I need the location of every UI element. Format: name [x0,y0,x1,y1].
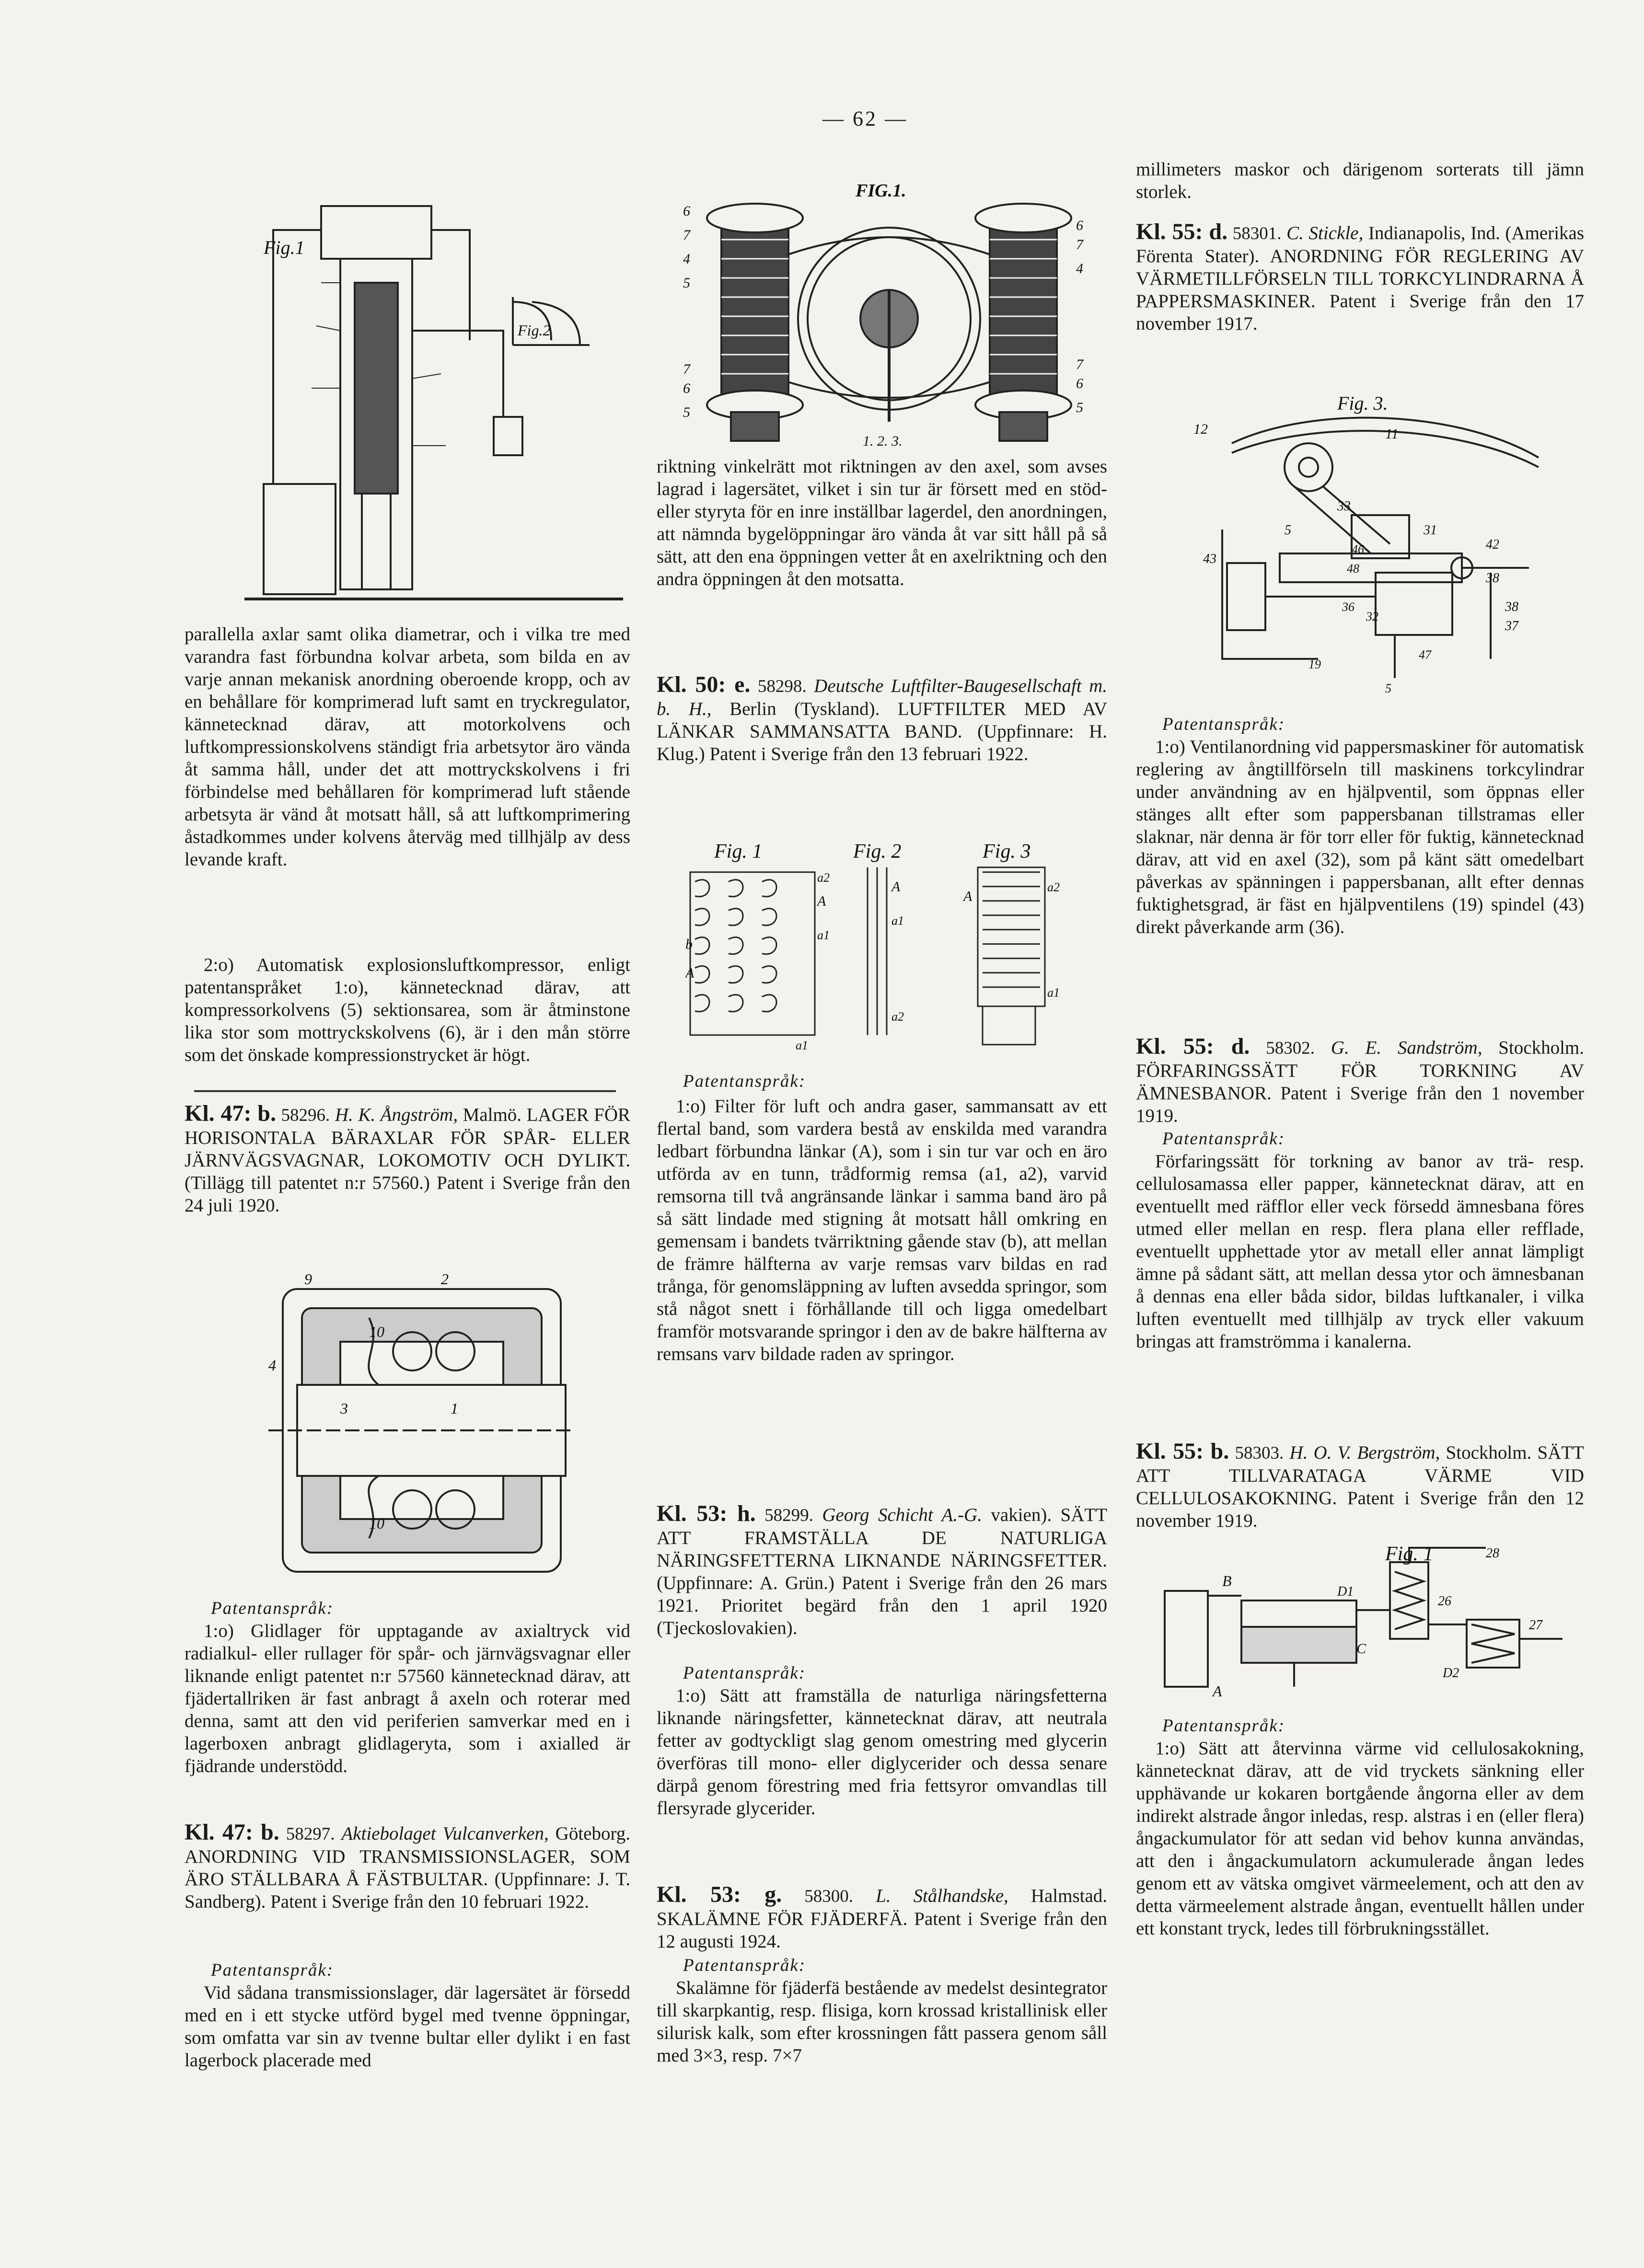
entry-author: Georg Schicht A.-G. [822,1505,982,1525]
entry-text: Göteborg. ANORDNING VID TRANSMISSIONSLAGER, SOM ÄRO STÄLLBARA Å FÄSTBULTAR. (Uppfinnare: J. T. Sandberg). Patent i Sverige från den 10 februari 1922. [185,1823,631,1912]
entry-author: C. Stickle, [1286,223,1364,243]
paragraph: 2:o) Automatisk explosionsluftkompressor, enligt patentanspråket 1:o), kännetecknad därav, att kompressorkolvens (5) sektionsarea, som är åtminstone lika stor som mottryckskolvens (6), är i den mån större som det önskade kompressionstrycket är högt. [185,955,630,1065]
valve-figure [1193,391,1558,697]
entry-author: H. O. V. Bergström, [1289,1442,1440,1463]
entry-number: 58299. [764,1506,813,1525]
paragraph: 1:o) Sätt att återvinna värme vid cellulosakokning, kännetecknat därav, att de vid tryckets sänkning eller upphävande ur kokaren bortgående ångorna eller av dem indirekt alstrade ångor inledas, resp. alstras i en (eller flera) ångackumulator för att sedan vid behov kunna användas, att den i ångackumulatorn ackumulerade ångan ledes genom ett av vätska omgivet värmeelement, och att den av detta värmeelement alstrade ångan, eventuellt hållen under ett konstant tryck, ledes till förbrukningsstället. [1136,1738,1584,1939]
patent-entry [657,673,1107,765]
accumulator-figure [1150,1543,1572,1701]
paragraph: Förfaringssätt för torkning av banor av trä- resp. cellulosamassa eller papper, kännetecknat därav, att en eventuellt med räfflor eller veck försedd ämnesbana föres utmed eller mellan en resp. flera plana eller refflade, eventuellt upphettade ytor av metall eller annat lämpligt ämne på sådant sätt, att mellan dessa ytor och ämnesbanan å dennas ena eller båda sidor, bildas luftkanaler, i vilka luften eventuellt med tillhjälp av tryck eller vakuum bringas att framströmma i kanalerna. [1136,1151,1584,1352]
filter-label: a2 [1047,880,1060,894]
bearing-label: 4 [268,1357,276,1374]
paragraph: Vid sådana transmissionslager, där lagersätet är försedd med en i ett stycke utförd bygel med tvenne öppningar, som omfatta var sin av tvenne bultar eller dylikt i en fast lagerbock placerade med [185,1982,630,2071]
entry-author: Deutsche Luftfilter-Baugesellschaft m. b. H., [657,676,1107,719]
filter-label: a1 [891,914,904,928]
entry-text: vakien). SÄTT ATT FRAMSTÄLLA DE NATURLIGA NÄRINGSFETTERNA LIKNANDE NÄRINGSFETTER. (Uppfinnare: A. Grün.) Patent i Sverige från den 26 mars 1921. Prioritet begärd från den 1 april 1920 (Tjeckoslovakien). [657,1505,1108,1638]
paragraph: millimeters maskor och därigenom sorterats till jämn storlek. [1136,159,1584,202]
filter-label: b [685,936,693,952]
fig3-label: 38 [1505,599,1518,614]
coil-label: 6 [1076,218,1083,233]
fig3-label: 38 [1486,571,1499,586]
filter-label: a1 [796,1038,808,1052]
fig3-label: 5 [1285,523,1291,538]
coil-label: 7 [1076,237,1083,253]
patent-entry [1136,220,1584,335]
coil-label: 5 [683,404,690,420]
entry-number: 58303. [1235,1443,1284,1463]
paragraph: Skalämne för fjäderfä bestående av medelst desintegrator till skarpkantig, resp. flisiga, korn krossad kristallinisk eller silurisk kalk, som efter krossningen fått passera genom såll med 3×3, resp. 7×7 [657,1978,1107,2066]
fig3-label: 37 [1505,619,1518,633]
fig3-label: 11 [1385,426,1399,442]
fig3-label: 12 [1193,421,1208,437]
claims-heading: Patentanspråk: [683,1663,806,1683]
patent-entry [1136,1035,1584,1127]
claims-heading: Patentanspråk: [683,1071,806,1091]
entry-number: 58302. [1266,1038,1315,1058]
patent-entry [657,1883,1107,1953]
entry-author: Aktiebolaget Vulcanverken, [341,1823,549,1844]
coil-label: 4 [683,251,690,267]
fig3-label: 42 [1486,537,1499,552]
filter-label: a2 [817,871,830,885]
paragraph: riktning vinkelrätt mot riktningen av den axel, som avses lagrad i lagersätet, vilket i sin tur är försett med en stöd- eller styryta för en inre inställbar lagerdel, den anordningen, att nämnda bygelöppningar äro vända åt var sitt håll på så sätt, att den ena öppningen vetter åt en axelriktning och den andra öppningen åt den motsatta. [657,456,1107,589]
paragraph: 1:o) Filter för luft och andra gaser, sammansatt av ett flertal band, som vardera bestå av enskilda med varandra ledbart förbundna länkar (A), som i sin tur var och en äro utförda av en tunn, trådformig remsa (a1, a2), varvid remsorna till två angränsande länkar i samma band äro på så sätt lindade med stigning åt motsatt håll omkring en gemensam i bandets tvärriktning gående stav (b), att mellan de främre hälfterna av varje remsas varv bildas en rad trånga, för genomsläppning av luften avsedda springor, som stå något snett i förhållande till och ligga omedelbart framför motsvarande springor i den av de bakre hälfterna av remsans varv bildade raden av springor. [657,1096,1107,1364]
entry-text: Stockholm. SÄTT ATT TILLVARATAGA VÄRME VID CELLULOSAKOKNING. Patent i Sverige från den 12 november 1919. [1136,1442,1585,1531]
fig3-label: 48 [1347,562,1359,576]
entry-class: Kl. 50: e. [657,672,751,697]
filter-label: A [891,879,901,895]
fig3-label: 43 [1203,552,1216,566]
coil-label: 7 [1076,357,1083,372]
entry-number: 58297. [286,1824,335,1844]
coil-label: 7 [683,227,690,243]
figure-title: FIG.1. [856,182,906,201]
entry-class: Kl. 47: b. [185,1819,279,1845]
accumulator-label: D1 [1337,1584,1354,1599]
coil-label: 6 [683,203,690,219]
filter-figures [685,839,1078,1054]
entry-text: Indianapolis, Ind. (Amerikas Förenta Stater). ANORDNING FÖR REGLERING AV VÄRMETILLFÖRSELN TILL TORKCYLINDRARNA Å PAPPERSMASKINER. Patent i Sverige från den 17 november 1917. [1136,223,1585,334]
entry-class: Kl. 53: g. [657,1882,782,1907]
entry-text: Halmstad. SKALÄMNE FÖR FJÄDERFÄ. Patent i Sverige från den 12 augusti 1924. [657,1886,1108,1952]
coil-label: 1. 2. 3. [863,433,903,449]
filter-label: a2 [891,1010,904,1024]
accumulator-label: C [1356,1641,1366,1657]
claims-heading: Patentanspråk: [683,1956,806,1975]
accumulator-label: 26 [1438,1594,1451,1609]
filter-fig-title: Fig. 3 [983,840,1031,863]
accumulator-label: D2 [1443,1666,1459,1681]
fig3-label: 19 [1308,657,1321,671]
patent-entry [657,1502,1107,1639]
bearing-label: 3 [340,1400,348,1417]
claims-heading: Patentanspråk: [1162,1129,1285,1149]
entry-number: 58301. [1232,224,1282,243]
coil-figure [683,182,1095,450]
fig3-label: 31 [1424,523,1437,538]
fig3-label: 32 [1366,610,1378,623]
bearing-label: 10 [369,1323,384,1340]
accumulator-label: 27 [1529,1618,1542,1633]
entry-class: Kl. 55: d. [1136,219,1228,244]
fig-label-1: Fig.1 [264,237,305,258]
paragraph: parallella axlar samt olika diametrar, och i vilka tre med varandra fast förbundna kolvar arbeta, som bilda en av varje annan mekanisk anordning oberoende kropp, och av en behållare för komprimerad luft samt en tryckregulator, kännetecknad därav, att motorkolvens och luftkompressionskolvens ständigt fria arbetsytor äro vända åt samma håll, under det att mottryckskolvens i fri förbindelse med behållaren för komprimerad luft stående arbetsyta är vänd åt motsatt håll, så att luftkomprimering åstadkommes under kolvens återväg med tillhjälp av dess levande kraft. [185,624,630,870]
fig3-label: 33 [1337,499,1351,514]
accumulator-label: A [1213,1682,1222,1700]
coil-label: 6 [1076,376,1083,391]
entry-number: 58298. [757,677,807,696]
page-number: — 62 — [822,107,908,130]
coil-label: 5 [1076,400,1083,415]
coil-label: 7 [683,361,690,377]
bearing-label: 9 [304,1270,312,1288]
claims-heading: Patentanspråk: [1162,1716,1285,1736]
bearing-label: 10 [369,1515,384,1532]
claims-heading: Patentanspråk: [1162,714,1285,734]
claims-heading: Patentanspråk: [211,1960,334,1980]
entry-class: Kl. 55: d. [1136,1034,1250,1059]
bearing-figure [268,1270,575,1591]
accumulator-fig-title: Fig. 1 [1385,1543,1434,1565]
fig3-label: 36 [1342,600,1355,614]
coil-label: 5 [683,275,690,291]
patent-entry [185,1821,630,1913]
fig3-label: 5 [1385,681,1391,695]
bearing-label: 2 [441,1270,449,1288]
fig3-title: Fig. 3. [1337,392,1388,414]
entry-number: 58300. [804,1887,854,1906]
patent-entry [1136,1440,1584,1532]
entry-text: Berlin (Tyskland). LUFTFILTER MED AV LÄNKAR SAMMANSATTA BAND. (Uppfinnare: H. Klug.) Patent i Sverige från den 13 februari 1922. [657,699,1107,764]
patent-entry [185,1102,630,1217]
entry-class: Kl. 47: b. [185,1101,276,1126]
filter-fig-title: Fig. 2 [853,840,902,863]
coil-label: 4 [1076,261,1083,276]
paragraph: 1:o) Ventilanordning vid pappersmaskiner för automatisk reglering av ångtillförseln till maskinens torkcylindrar under användning av en hjälpventil, som öppnas eller stänges allt efter som pappersbanan tillstramas eller slaknar, när denna är för torr eller för fuktig, kännetecknad därav, att vid en axel (32), som på känt sätt omedelbart påverkas av spänningen i pappersbanan, allt efter dennas fuktighetsgrad, är fäst en hjälpventilens (19) spindel (43) direkt påverkande arm (36). [1136,737,1584,937]
engine-figure [244,187,623,613]
filter-label: a1 [1047,986,1060,1000]
entry-text: Malmö. LAGER FÖR HORISONTALA BÄRAXLAR FÖR SPÅR- ELLER JÄRNVÄGSVAGNAR, LOKOMOTIV OCH DYLIKT. (Tillägg till patentet n:r 57560.) Patent i Sverige från den 24 juli 1920. [185,1105,631,1216]
fig3-label: 46 [1352,542,1364,556]
entry-text: Stockholm. FÖRFARINGSSÄTT FÖR TORKNING AV ÄMNESBANOR. Patent i Sverige från den 1 november 1919. [1136,1037,1585,1126]
fig3-label: 47 [1419,648,1431,662]
paragraph: 1:o) Glidlager för upptagande av axialtryck vid radialkul- eller rullager för spår- och järnvägsvagnar eller liknande enligt patentet n:r 57560 kännetecknad därav, att fjädertallriken är fast anbragt å axeln och roterar med denna, samt att den vid periferien samverkar med en i lagerboxen anbragt glidlageryta, som i axialled är fjädrande understödd. [185,1621,630,1776]
entry-number: 58296. [281,1105,330,1125]
entry-class: Kl. 53: h. [657,1501,756,1526]
filter-label: a1 [817,928,830,942]
filter-label: A [685,965,695,981]
coil-label: 6 [683,380,690,396]
fig-label-2: Fig.2 [518,322,551,339]
claims-heading: Patentanspråk: [211,1599,334,1618]
accumulator-label: 28 [1486,1546,1499,1561]
entry-class: Kl. 55: b. [1136,1439,1229,1464]
filter-label: A [963,888,973,904]
paragraph: 1:o) Sätt att framställa de naturliga näringsfetterna liknande näringsfetter, kännetecknat därav, att neutrala fetter av godtyckligt slag genom omestring med glycerin överföras till mono- eller diglycerider och dessa senare därpå genom förestring med fria fettsyror omvandlas till flersyrade glycerider. [657,1685,1107,1819]
accumulator-label: B [1222,1572,1232,1589]
bearing-label: 1 [451,1400,458,1417]
entry-author: G. E. Sandström, [1331,1037,1482,1058]
filter-fig-title: Fig. 1 [714,840,763,863]
entry-author: L. Stålhandske, [876,1886,1008,1906]
filter-label: A [817,893,826,909]
section-rule [194,1090,616,1092]
entry-author: H. K. Ångström, [335,1105,458,1125]
